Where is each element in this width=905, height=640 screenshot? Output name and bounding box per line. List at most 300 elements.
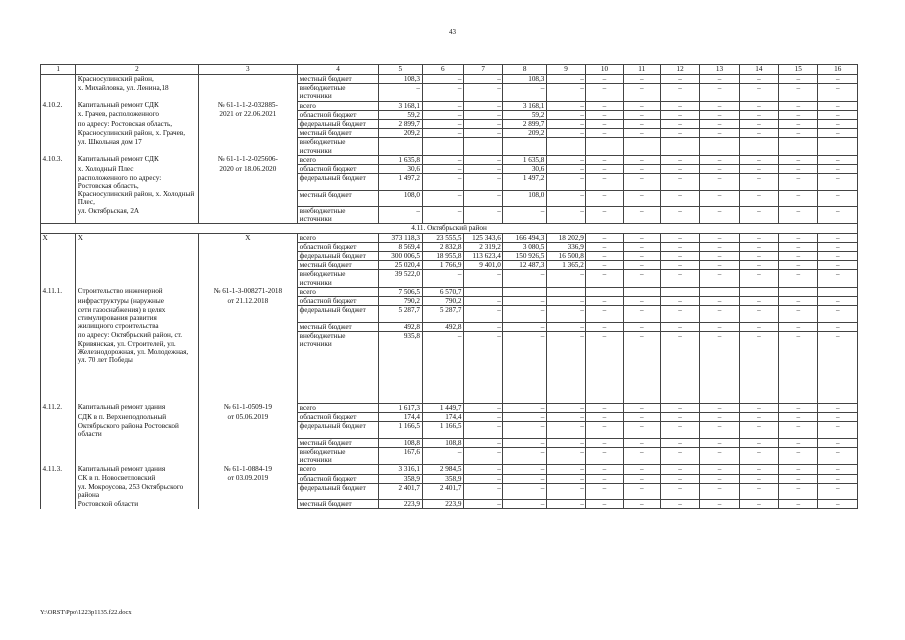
table-row [41,297,858,306]
table-row [41,138,858,155]
amount-cell: 2 832,8 [422,242,463,251]
table-row [41,155,858,164]
amount-cell: – [463,331,502,403]
amount-cell: – [739,155,778,164]
amount-cell: – [586,261,623,270]
object-name-cell: инфраструктуры (наружные [76,297,198,306]
amount-cell: – [818,207,858,224]
amount-cell: – [546,101,585,110]
amount-cell: – [660,422,699,438]
amount-cell: – [463,101,502,110]
amount-cell: – [818,155,858,164]
item-number-cell [41,447,76,464]
amount-cell: – [779,297,818,306]
amount-cell: – [700,174,739,190]
amount-cell: – [739,447,778,464]
amount-cell: – [700,155,739,164]
amount-cell: – [546,190,585,206]
amount-cell: 108,0 [503,190,547,206]
amount-cell: 167,6 [378,447,422,464]
table-row [41,174,858,190]
funding-source-cell: областной бюджет [298,474,379,483]
amount-cell: – [546,403,585,412]
amount-cell: – [586,465,623,474]
amount-cell: – [660,331,699,403]
object-name-cell [76,270,198,287]
amount-cell: – [586,306,623,322]
table-row [41,474,858,483]
amount-cell: 6 570,7 [422,287,463,296]
amount-cell [660,138,699,155]
amount-cell: – [700,474,739,483]
funding-source-cell: федеральный бюджет [298,174,379,190]
amount-cell: – [546,413,585,422]
object-name-cell: х. Холодный Плес [76,165,198,174]
object-name-cell: ул. Школьная дом 17 [76,138,198,155]
object-name-cell: х. Михайловка, ул. Ленина,18 [76,84,198,101]
table-row [41,500,858,509]
funding-source-cell: областной бюджет [298,242,379,251]
amount-cell: – [422,447,463,464]
amount-cell: – [586,297,623,306]
amount-cell: – [503,413,547,422]
amount-cell: – [623,306,660,322]
amount-cell [818,287,858,296]
amount-cell: – [586,101,623,110]
amount-cell: – [700,75,739,84]
amount-cell: 1 166,5 [422,422,463,438]
amount-cell: – [660,75,699,84]
amount-cell: – [739,165,778,174]
amount-cell: – [503,422,547,438]
amount-cell: – [422,101,463,110]
amount-cell: 16 500,8 [546,252,585,261]
amount-cell: – [818,120,858,129]
amount-cell: – [546,84,585,101]
amount-cell [503,287,547,296]
amount-cell: – [739,252,778,261]
table-row [41,331,858,403]
funding-source-cell: всего [298,155,379,164]
amount-cell: – [660,190,699,206]
item-number-cell: Х [41,233,76,242]
amount-cell: – [779,447,818,464]
object-name-cell: Ростовской области [76,500,198,509]
object-name-cell: жилищного строительства [76,322,198,331]
funding-source-cell: местный бюджет [298,438,379,447]
amount-cell: – [463,165,502,174]
amount-cell: – [623,129,660,138]
document-number-cell [198,252,298,261]
table-row [41,422,858,438]
amount-cell: 5 287,7 [378,306,422,322]
amount-cell: – [660,297,699,306]
amount-cell: – [739,474,778,483]
amount-cell: – [660,120,699,129]
amount-cell: – [779,438,818,447]
amount-cell: 2 899,7 [503,120,547,129]
amount-cell: – [503,331,547,403]
funding-source-cell: всего [298,101,379,110]
table-row [41,75,858,84]
amount-cell: – [546,110,585,119]
item-number-cell [41,75,76,84]
document-number-cell: № 61-1-0509-19 [198,403,298,412]
document-number-cell [198,270,298,287]
object-name-cell: х. Грачев, расположенного [76,110,198,119]
object-name-cell: ул. Октябрьская, 2А [76,207,198,224]
amount-cell: 1 449,7 [422,403,463,412]
amount-cell: – [739,242,778,251]
amount-cell: – [739,297,778,306]
amount-cell: – [378,207,422,224]
amount-cell: – [779,110,818,119]
amount-cell: 1 766,9 [422,261,463,270]
item-number-cell [41,474,76,483]
amount-cell: – [700,233,739,242]
column-number: 8 [503,65,547,75]
document-number-cell: от 05.06.2019 [198,413,298,422]
item-number-cell [41,297,76,306]
amount-cell: – [586,438,623,447]
table-row [41,287,858,296]
funding-source-cell: всего [298,403,379,412]
amount-cell: – [503,297,547,306]
amount-cell: – [779,474,818,483]
amount-cell: – [660,101,699,110]
funding-source-cell: федеральный бюджет [298,422,379,438]
amount-cell: 174,4 [422,413,463,422]
amount-cell: – [546,120,585,129]
document-number-cell [198,331,298,403]
amount-cell [700,287,739,296]
amount-cell: – [463,120,502,129]
table-row [41,306,858,322]
amount-cell: – [700,422,739,438]
funding-source-cell: всего [298,465,379,474]
table-row [41,190,858,206]
amount-cell: 3 168,1 [503,101,547,110]
amount-cell: – [700,331,739,403]
amount-cell: – [463,297,502,306]
amount-cell: – [818,101,858,110]
file-path-footer: Y:\ORST\Ppo\1223p1135.f22.docx [40,609,132,616]
amount-cell [660,287,699,296]
funding-source-cell: областной бюджет [298,413,379,422]
amount-cell: – [739,331,778,403]
amount-cell: – [660,165,699,174]
amount-cell: – [700,110,739,119]
document-number-cell [198,190,298,206]
amount-cell: 30,6 [503,165,547,174]
amount-cell: – [739,413,778,422]
section-header-row [41,224,858,233]
amount-cell: – [623,422,660,438]
amount-cell: – [660,207,699,224]
object-name-cell: расположенного по адресу: Ростовская область, [76,174,198,190]
amount-cell: 1 635,8 [503,155,547,164]
amount-cell [700,138,739,155]
amount-cell: 125 343,6 [463,233,502,242]
item-number-cell [41,190,76,206]
amount-cell: – [546,483,585,499]
item-number-cell [41,331,76,403]
document-number-cell: № 61-1-0884-19 [198,465,298,474]
column-number: 5 [378,65,422,75]
amount-cell: – [463,322,502,331]
amount-cell: – [463,403,502,412]
amount-cell: – [463,155,502,164]
amount-cell: – [660,447,699,464]
object-name-cell: Строительство инженерной [76,287,198,296]
document-number-cell: № 61-1-1-2-032885- [198,101,298,110]
amount-cell [739,138,778,155]
item-number-cell: 4.11.3. [41,465,76,474]
amount-cell [546,138,585,155]
amount-cell: – [818,500,858,509]
item-number-cell [41,110,76,119]
amount-cell: – [623,190,660,206]
column-number: 13 [700,65,739,75]
amount-cell: – [623,438,660,447]
amount-cell: – [546,306,585,322]
amount-cell: 790,2 [422,297,463,306]
object-name-cell: ул. Мокроусова, 253 Октябрьского района [76,483,198,499]
amount-cell: 12 487,3 [503,261,547,270]
amount-cell: – [779,483,818,499]
amount-cell: 492,8 [422,322,463,331]
amount-cell: – [463,474,502,483]
amount-cell: – [779,422,818,438]
amount-cell: – [660,84,699,101]
amount-cell: – [818,261,858,270]
amount-cell: – [546,438,585,447]
amount-cell: 25 020,4 [378,261,422,270]
amount-cell: – [586,129,623,138]
document-number-cell [198,306,298,322]
table-row [41,322,858,331]
funding-source-cell: областной бюджет [298,110,379,119]
table-row [41,403,858,412]
amount-cell: – [779,155,818,164]
amount-cell [586,287,623,296]
document-number-cell [198,75,298,84]
amount-cell: – [623,261,660,270]
amount-cell: – [818,403,858,412]
amount-cell: – [463,110,502,119]
amount-cell: 2 401,7 [422,483,463,499]
amount-cell: – [739,120,778,129]
amount-cell: 1 365,2 [546,261,585,270]
amount-cell: 108,3 [503,75,547,84]
amount-cell: – [700,120,739,129]
amount-cell: – [586,447,623,464]
table-row [41,270,858,287]
amount-cell: – [700,270,739,287]
amount-cell: – [623,252,660,261]
object-name-cell [76,242,198,251]
amount-cell: – [739,438,778,447]
amount-cell: – [463,438,502,447]
amount-cell: – [818,129,858,138]
item-number-cell [41,500,76,509]
amount-cell: 1 497,2 [378,174,422,190]
amount-cell: – [422,110,463,119]
amount-cell: – [422,190,463,206]
amount-cell: – [546,75,585,84]
amount-cell: – [700,101,739,110]
amount-cell: – [818,84,858,101]
amount-cell: – [503,438,547,447]
section-title: 4.11. Октябрьский район [41,224,858,233]
amount-cell: – [463,413,502,422]
amount-cell: – [586,120,623,129]
amount-cell: 790,2 [378,297,422,306]
amount-cell: – [739,233,778,242]
funding-source-cell: областной бюджет [298,165,379,174]
amount-cell: – [818,331,858,403]
amount-cell: – [623,207,660,224]
amount-cell: – [739,207,778,224]
table-row [41,110,858,119]
amount-cell [739,287,778,296]
item-number-cell [41,174,76,190]
amount-cell: 18 202,9 [546,233,585,242]
document-number-cell: № 61-1-3-008271-2018 [198,287,298,296]
item-number-cell [41,129,76,138]
item-number-cell [41,207,76,224]
amount-cell: – [700,84,739,101]
amount-cell: – [546,322,585,331]
amount-cell: – [739,465,778,474]
amount-cell: – [623,233,660,242]
amount-cell: – [818,297,858,306]
amount-cell: – [739,322,778,331]
amount-cell: 59,2 [378,110,422,119]
object-name-cell [76,252,198,261]
amount-cell: – [779,75,818,84]
amount-cell: – [422,174,463,190]
amount-cell: – [586,500,623,509]
amount-cell: – [700,438,739,447]
amount-cell: 39 522,0 [378,270,422,287]
column-number: 1 [41,65,76,75]
funding-source-cell: местный бюджет [298,261,379,270]
document-number-cell: 2021 от 22.06.2021 [198,110,298,119]
amount-cell: – [503,465,547,474]
column-number: 14 [739,65,778,75]
amount-cell: – [818,465,858,474]
amount-cell: – [422,120,463,129]
amount-cell: – [779,465,818,474]
amount-cell: – [739,261,778,270]
amount-cell: – [503,403,547,412]
amount-cell: 373 118,3 [378,233,422,242]
amount-cell: – [463,483,502,499]
amount-cell: 492,8 [378,322,422,331]
amount-cell: – [623,155,660,164]
amount-cell: – [463,174,502,190]
amount-cell: – [818,270,858,287]
amount-cell: – [700,500,739,509]
amount-cell: – [623,474,660,483]
amount-cell: – [700,261,739,270]
table-row [41,447,858,464]
amount-cell: – [700,165,739,174]
amount-cell: – [818,413,858,422]
amount-cell: 2 899,7 [378,120,422,129]
amount-cell: 8 569,4 [378,242,422,251]
amount-cell: 174,4 [378,413,422,422]
amount-cell: 1 497,2 [503,174,547,190]
amount-cell: – [586,165,623,174]
item-number-cell [41,252,76,261]
amount-cell: – [739,422,778,438]
funding-source-cell: местный бюджет [298,129,379,138]
amount-cell: – [463,447,502,464]
table-row [41,483,858,499]
amount-cell: 209,2 [378,129,422,138]
amount-cell: – [700,297,739,306]
amount-cell: – [739,306,778,322]
amount-cell: – [739,483,778,499]
document-number-cell [198,120,298,129]
item-number-cell [41,422,76,438]
amount-cell: – [660,306,699,322]
amount-cell: – [623,403,660,412]
amount-cell: – [660,322,699,331]
document-number-cell: от 03.09.2019 [198,474,298,483]
object-name-cell: СДК в п. Верхнеподпольный [76,413,198,422]
table-row [41,261,858,270]
amount-cell [818,138,858,155]
amount-cell: – [660,155,699,164]
column-number: 3 [198,65,298,75]
amount-cell: – [422,84,463,101]
amount-cell: – [623,110,660,119]
amount-cell: – [779,331,818,403]
amount-cell: 108,3 [378,75,422,84]
document-number-cell [198,422,298,438]
amount-cell: – [586,403,623,412]
amount-cell: – [700,129,739,138]
amount-cell: – [546,207,585,224]
amount-cell: 113 623,4 [463,252,502,261]
amount-cell: – [503,306,547,322]
amount-cell: – [818,438,858,447]
column-number-row [41,65,858,75]
amount-cell: 1 617,3 [378,403,422,412]
object-name-cell: Капитальный ремонт СДК [76,101,198,110]
amount-cell: 3 316,1 [378,465,422,474]
item-number-cell [41,306,76,322]
amount-cell: – [700,465,739,474]
amount-cell: – [463,84,502,101]
item-number-cell [41,165,76,174]
amount-cell: – [586,174,623,190]
amount-cell: – [503,322,547,331]
amount-cell: – [700,252,739,261]
amount-cell: – [779,261,818,270]
amount-cell: – [660,500,699,509]
column-number: 10 [586,65,623,75]
amount-cell: – [660,110,699,119]
amount-cell [463,287,502,296]
budget-table [40,64,858,509]
amount-cell: – [546,465,585,474]
document-number-cell [198,500,298,509]
funding-source-cell: внебюджетные источники [298,207,379,224]
